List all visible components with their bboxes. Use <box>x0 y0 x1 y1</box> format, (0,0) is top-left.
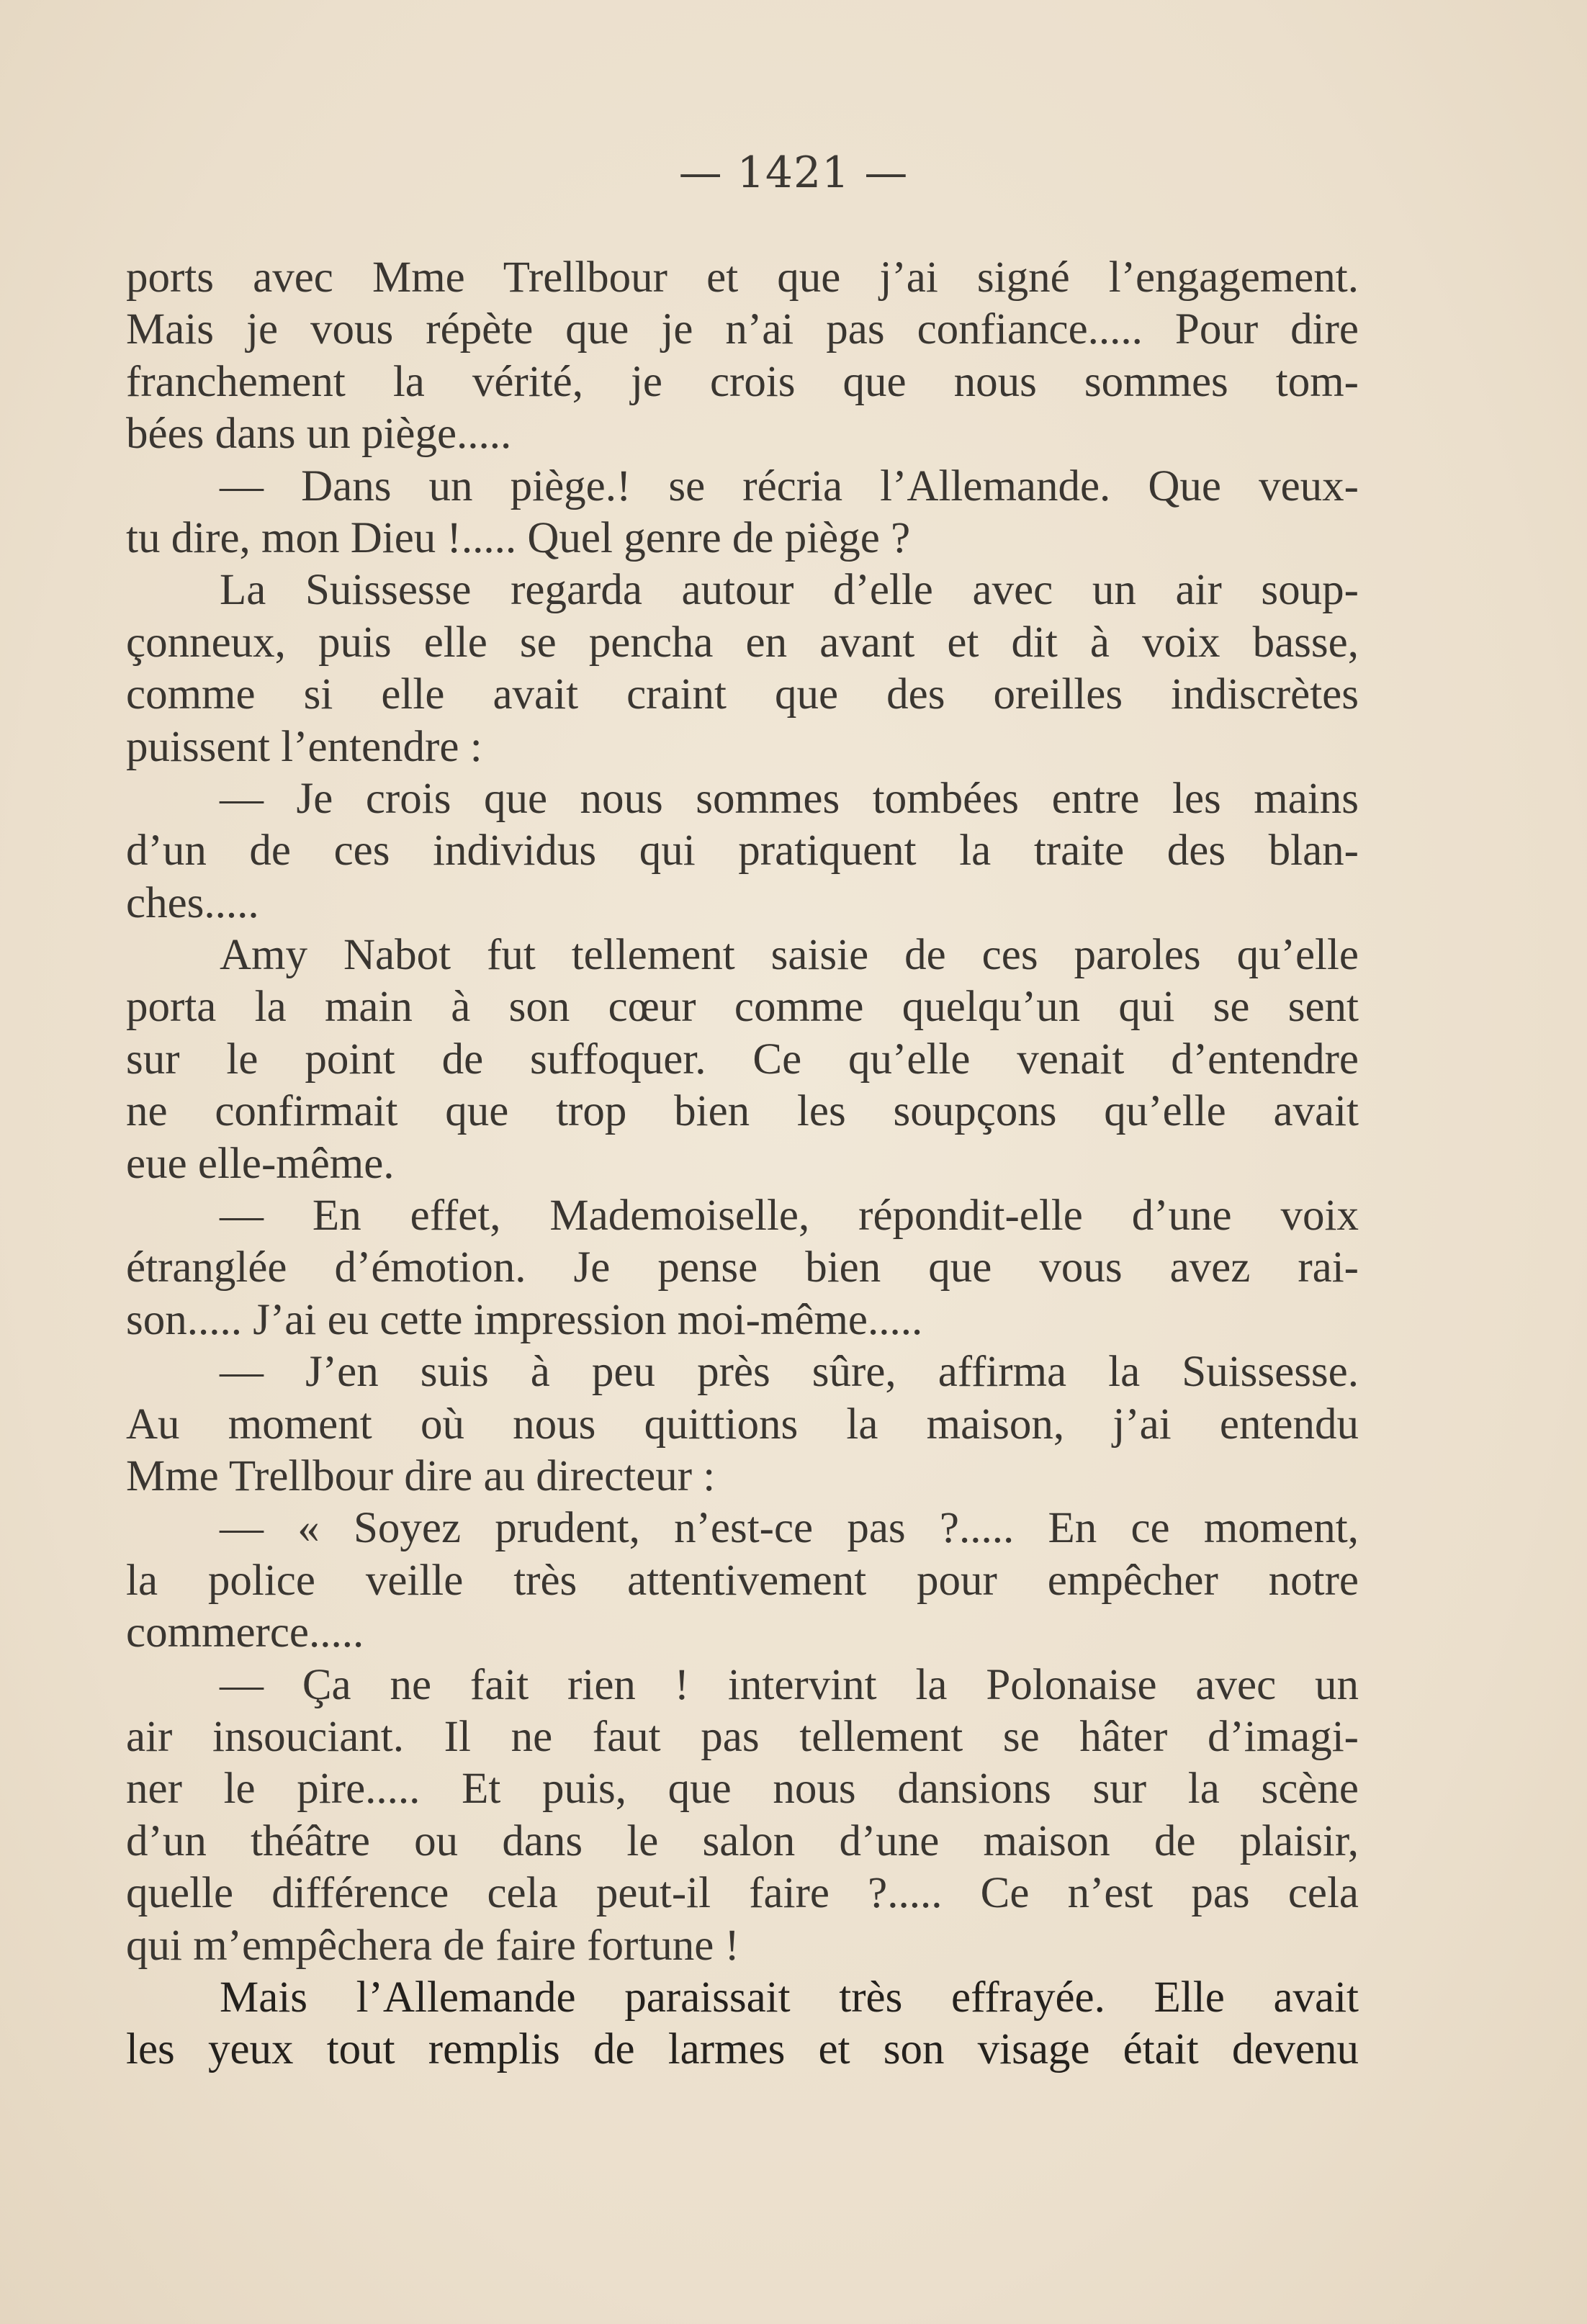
text-line: eue elle-même. <box>126 1139 395 1188</box>
text-line: sur le point de suffoquer. Ce qu’elle venait d’entendre <box>126 1035 1359 1084</box>
text-line: qui m’empêchera de faire fortune ! <box>126 1921 739 1970</box>
page-number: — 1421 — <box>678 148 909 198</box>
text-line: quelle différence cela peut-il faire ?..... Ce n’est pas cela <box>126 1869 1359 1918</box>
text-line: — J’en suis à peu près sûre, affirma la Suissesse. <box>220 1348 1359 1397</box>
text-line: ches..... <box>126 878 259 927</box>
text-line: la police veille très attentivement pour empêcher notre <box>126 1556 1359 1605</box>
text-line: ne confirmait que trop bien les soupçons qu’elle avait <box>126 1087 1359 1136</box>
text-line: Mais l’Allemande paraissait très effrayée. Elle avait <box>220 1973 1359 2022</box>
text-line: comme si elle avait craint que des oreilles indiscrètes <box>126 670 1359 719</box>
text-line: çonneux, puis elle se pencha en avant et dit à voix basse, <box>126 618 1359 667</box>
text-line: bées dans un piège..... <box>126 410 512 459</box>
text-line: d’un de ces individus qui pratiquent la traite des blan- <box>126 827 1359 875</box>
text-line: ner le pire..... Et puis, que nous dansions sur la scène <box>126 1765 1359 1814</box>
text-line: tu dire, mon Dieu !..... Quel genre de piège ? <box>126 513 911 562</box>
text-line: — En effet, Mademoiselle, répondit-elle d’une voix <box>220 1192 1359 1240</box>
text-line: étranglée d’émotion. Je pense bien que vous avez rai- <box>126 1243 1359 1292</box>
text-line: d’un théâtre ou dans le salon d’une maison de plaisir, <box>126 1816 1359 1865</box>
text-line: son..... J’ai eu cette impression moi-même..... <box>126 1295 923 1344</box>
text-line: les yeux tout remplis de larmes et son visage était devenu <box>126 2025 1359 2074</box>
body-text <box>126 252 1359 2076</box>
text-line: Mme Trellbour dire au directeur : <box>126 1451 716 1500</box>
text-line: — Je crois que nous sommes tombées entre les mains <box>220 774 1359 823</box>
text-line: Au moment où nous quittions la maison, j’ai entendu <box>126 1400 1359 1449</box>
text-line: franchement la vérité, je crois que nous sommes tom- <box>126 357 1359 406</box>
text-line: La Suissesse regarda autour d’elle avec un air soup- <box>220 566 1359 615</box>
text-line: commerce..... <box>126 1608 364 1657</box>
text-line: puissent l’entendre : <box>126 722 482 771</box>
text-line: ports avec Mme Trellbour et que j’ai signé l’engagement. <box>126 253 1359 302</box>
text-line: porta la main à son cœur comme quelqu’un qui se sent <box>126 983 1359 1032</box>
text-line: — Ça ne fait rien ! intervint la Polonaise avec un <box>220 1660 1359 1709</box>
text-line: Mais je vous répète que je n’ai pas confiance..... Pour dire <box>126 305 1359 354</box>
text-line: — « Soyez prudent, n’est-ce pas ?..... En ce moment, <box>220 1504 1359 1553</box>
text-line: air insouciant. Il ne faut pas tellement se hâter d’imagi- <box>126 1712 1359 1761</box>
text-line: Amy Nabot fut tellement saisie de ces paroles qu’elle <box>220 931 1359 980</box>
text-line: — Dans un piège.! se récria l’Allemande. Que veux- <box>220 461 1359 510</box>
